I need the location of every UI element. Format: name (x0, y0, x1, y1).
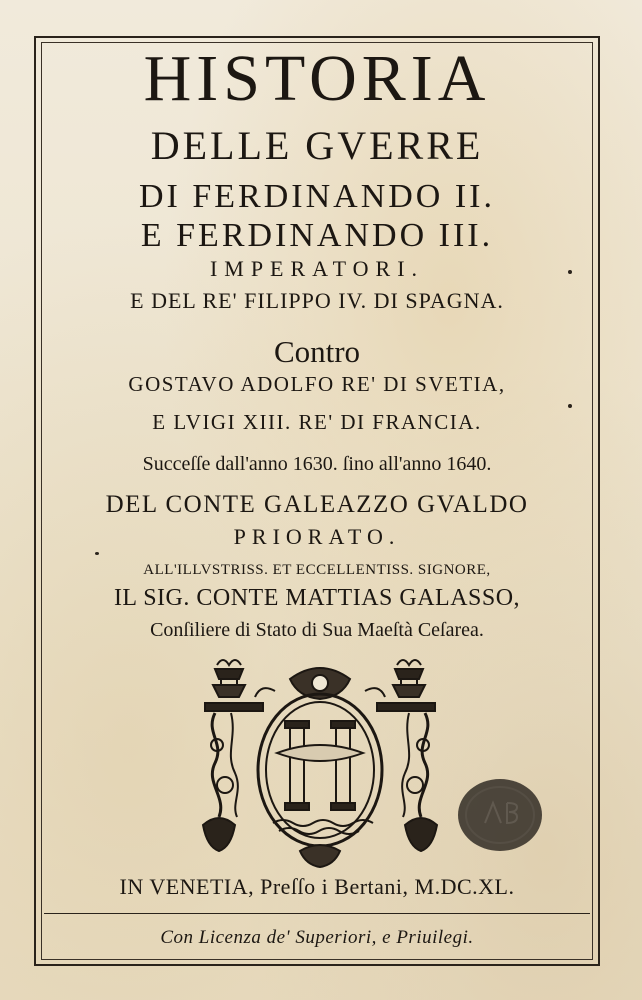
title-luigi-xiii: E LVIGI XIII. RE' DI FRANCIA. (152, 412, 482, 433)
date-range-line: Succeſſe dall'anno 1630. ſino all'anno 1640. (142, 454, 492, 474)
ink-spot (568, 404, 572, 408)
imprint-line: IN VENETIA, Preſſo i Bertani, M.DC.XL. (119, 876, 515, 898)
author-line: DEL CONTE GALEAZZO GVALDO (105, 492, 529, 517)
coat-of-arms-emblem (195, 655, 445, 870)
title-ferdinando-ii: DI FERDINANDO II. (138, 180, 496, 214)
title-imperatori: IMPERATORI. (209, 258, 425, 280)
dedicatee-name: IL SIG. CONTE MATTIAS GALASSO, (113, 586, 521, 610)
ink-seal-stamp (455, 775, 545, 855)
author-surname: PRIORATO. (233, 526, 401, 548)
ink-spot (95, 552, 99, 555)
dedication-line: ALL'ILLVSTRISS. ET ECCELLENTISS. SIGNORE, (143, 563, 491, 578)
ink-spot (568, 270, 572, 274)
title-delle-guerre: DELLE GVERRE (150, 126, 484, 166)
license-line: Con Licenza de' Superiori, e Priuilegi. (160, 928, 474, 947)
title-contro: Contro (273, 336, 361, 367)
title-filippo-iv: E DEL RE' FILIPPO IV. DI SPAGNA. (130, 290, 504, 312)
title-historia: HISTORIA (143, 46, 491, 112)
imprint-rule (44, 913, 590, 914)
title-gostavo-adolfo: GOSTAVO ADOLFO RE' DI SVETIA, (128, 374, 506, 395)
dedicatee-title: Conſiliere di Stato di Sua Maeſtà Ceſarea. (150, 620, 484, 640)
title-ferdinando-iii: E FERDINANDO III. (140, 219, 494, 253)
